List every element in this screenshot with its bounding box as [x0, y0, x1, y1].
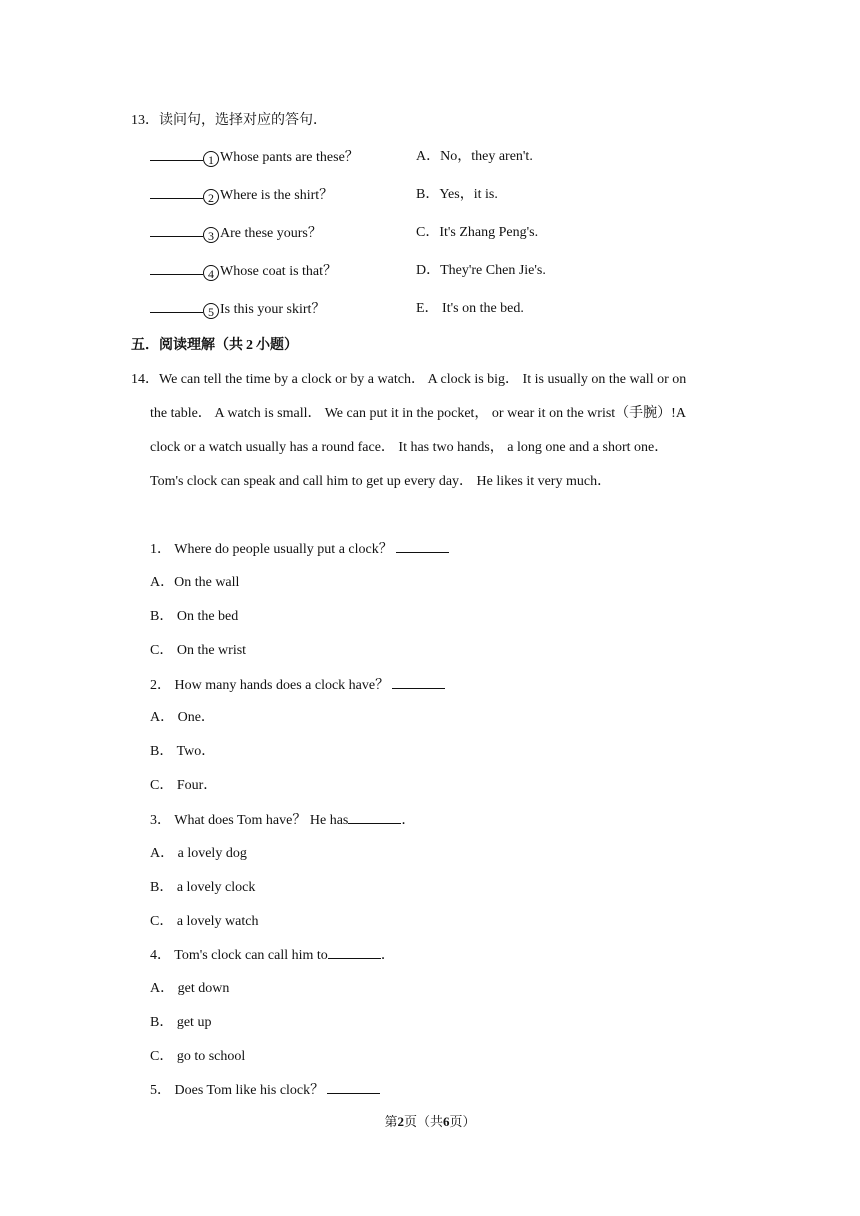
- answer-blank[interactable]: [327, 1081, 380, 1094]
- option: A． One．: [150, 710, 215, 725]
- circled-number: 3: [203, 227, 219, 243]
- q13-question: Whose coat is that？: [220, 264, 338, 279]
- q13-answer: A．No，they aren't.: [416, 149, 533, 164]
- section-count: 2: [246, 338, 253, 353]
- option: A． a lovely dog: [150, 846, 247, 861]
- option: A．On the wall: [150, 575, 240, 590]
- option: B． Two．: [150, 744, 216, 759]
- sub-question: 1． Where do people usually put a clock？: [150, 540, 449, 559]
- circled-number: 2: [203, 189, 219, 205]
- q13-answer: C．It's Zhang Peng's.: [416, 225, 539, 240]
- passage-line: 14．We can tell the time by a clock or by a watch． A clock is big． It is usually on the wall or on: [131, 372, 687, 387]
- q13-question: Whose pants are these？: [220, 150, 359, 165]
- page-footer: 第2页（共6页）: [384, 1114, 476, 1129]
- option: B． On the bed: [150, 609, 239, 624]
- sub-question: 5． Does Tom like his clock？: [150, 1081, 380, 1100]
- page-total: 6: [443, 1114, 450, 1129]
- sub-question: 4． Tom's clock can call him to ．: [150, 948, 395, 963]
- circled-number: 1: [203, 151, 219, 167]
- answer-blank[interactable]: [150, 186, 203, 199]
- circled-number: 4: [203, 265, 219, 281]
- passage-line: the table． A watch is small． We can put it in the pocket， or wear it on the wrist（手腕）!A: [150, 406, 686, 421]
- answer-blank[interactable]: [396, 540, 449, 553]
- section-title: 五．阅读理解（共 2 小题）: [131, 338, 298, 353]
- q13-answer: B．Yes，it is.: [416, 187, 498, 202]
- page-number: 2: [397, 1114, 404, 1129]
- q13-question: Are these yours？: [220, 226, 322, 241]
- q13-answer: D．They're Chen Jie's.: [416, 263, 546, 278]
- option: B． a lovely clock: [150, 880, 256, 895]
- q13-question: Where is the shirt？: [220, 188, 334, 203]
- circled-number: 5: [203, 303, 219, 319]
- q13-question: Is this your skirt？: [220, 302, 326, 317]
- answer-blank[interactable]: [392, 676, 445, 689]
- sub-question: 2． How many hands does a clock have？: [150, 676, 445, 695]
- option: A． get down: [150, 981, 230, 996]
- answer-blank[interactable]: [150, 300, 203, 313]
- passage-line: Tom's clock can speak and call him to get up every day． He likes it very much．: [150, 474, 612, 489]
- passage-line: clock or a watch usually has a round face． It has two hands， a long one and a short one．: [150, 440, 669, 455]
- answer-blank[interactable]: [328, 946, 381, 959]
- answer-blank[interactable]: [348, 811, 401, 824]
- option: C． On the wrist: [150, 643, 247, 658]
- sub-question: 3． What does Tom have？ He has ．: [150, 813, 416, 828]
- answer-blank[interactable]: [150, 262, 203, 275]
- option: C． go to school: [150, 1049, 246, 1064]
- q13-answer: E． It's on the bed.: [416, 301, 524, 316]
- answer-blank[interactable]: [150, 224, 203, 237]
- option: C． a lovely watch: [150, 914, 259, 929]
- q13-header: 13．读问句，选择对应的答句．: [131, 113, 327, 128]
- option: B． get up: [150, 1015, 212, 1030]
- answer-blank[interactable]: [150, 148, 203, 161]
- option: C． Four．: [150, 778, 218, 793]
